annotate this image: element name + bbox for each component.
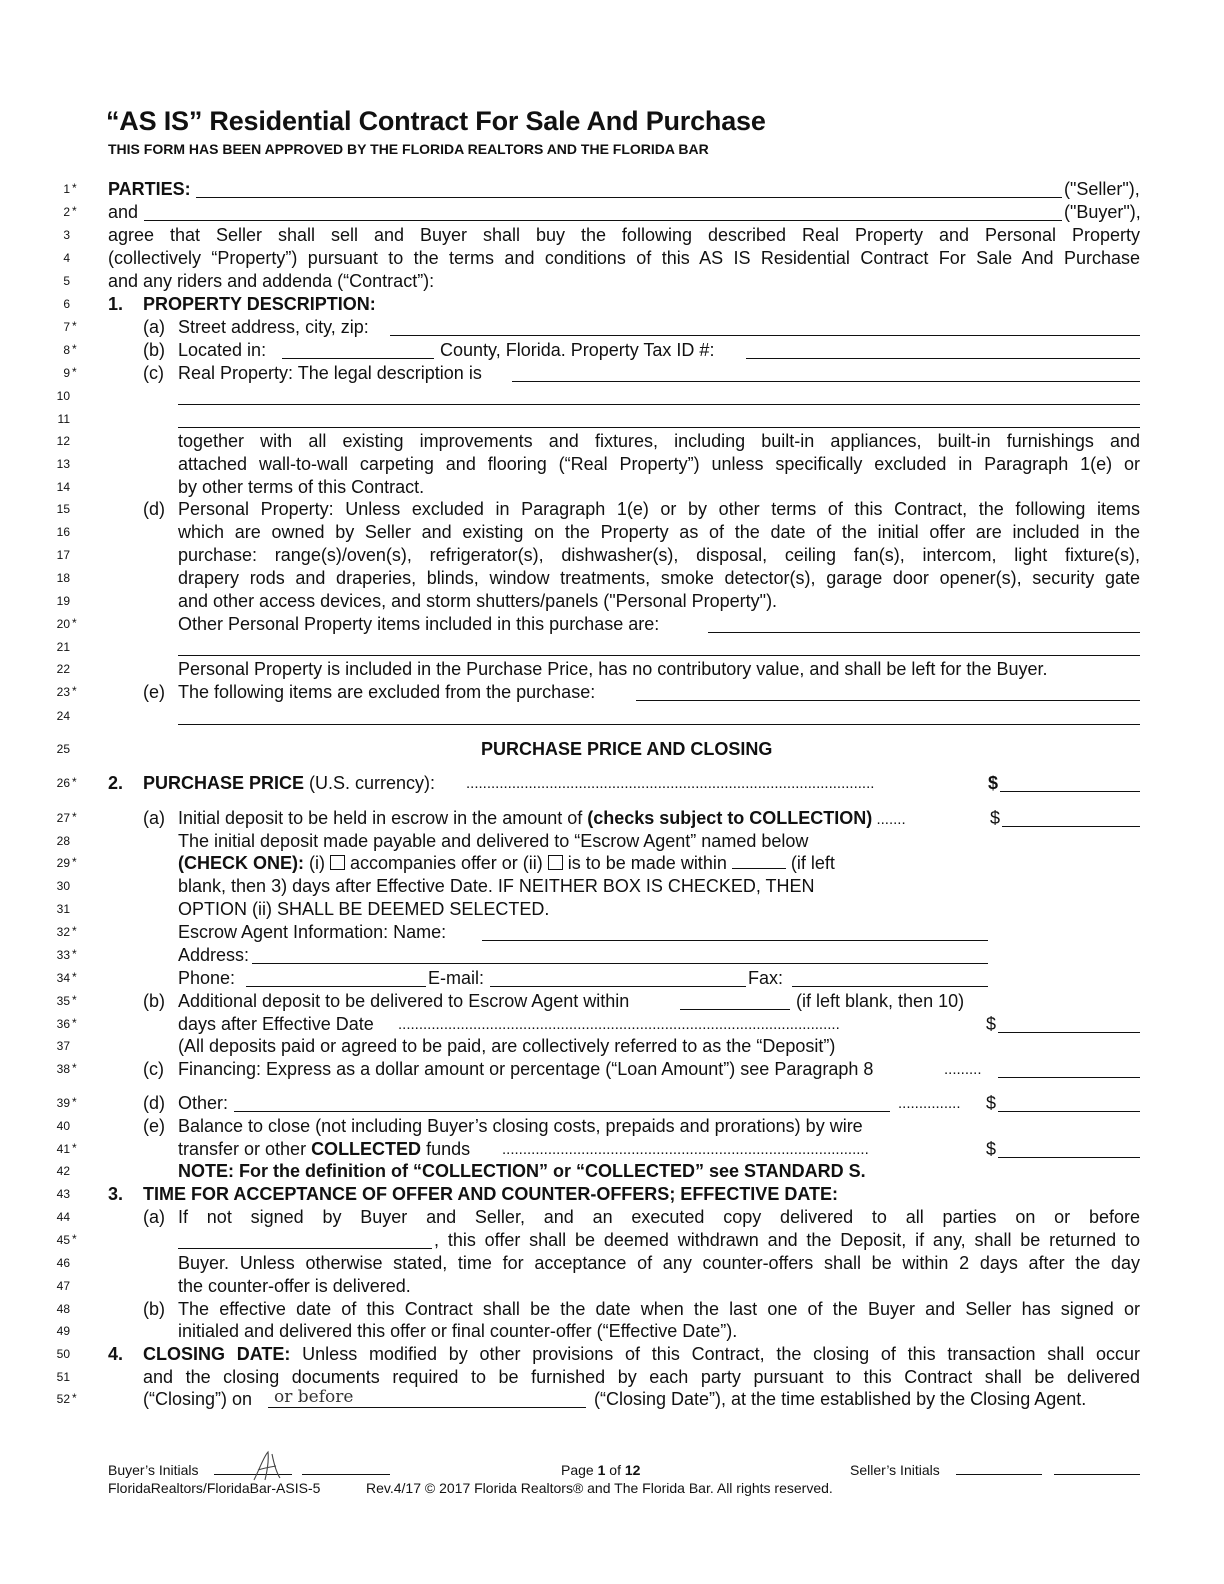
additional-deposit-days-field[interactable] xyxy=(680,991,790,1010)
line-37: 37 (All deposits paid or agreed to be paid, are collectively referred to as the “Deposit”) xyxy=(0,1035,1224,1058)
line-48: 48 (b) The effective date of this Contract shall be the date when the last one of the Buyer and Seller has signed or xyxy=(0,1298,1224,1321)
required-asterisk: * xyxy=(72,1232,77,1246)
required-asterisk: * xyxy=(72,342,77,356)
required-asterisk: * xyxy=(72,616,77,630)
line-20: 20 * Other Personal Property items included in this purchase are: xyxy=(0,613,1224,636)
other-personal-property-field[interactable] xyxy=(708,614,1140,633)
line-34: 34 * Phone: E-mail: Fax: xyxy=(0,967,1224,990)
line-number: 13 xyxy=(56,457,70,471)
line-12: 12 together with all existing improvements and fixtures, including built-in appliances, built-in furnishings and xyxy=(0,430,1224,453)
line-number: 17 xyxy=(56,548,70,562)
line-23: 23 * (e) The following items are excluded from the purchase: xyxy=(0,681,1224,704)
line-42: 42 NOTE: For the definition of “COLLECTION” or “COLLECTED” see STANDARD S. xyxy=(0,1160,1224,1183)
form-subtitle: THIS FORM HAS BEEN APPROVED BY THE FLORIDA REALTORS AND THE FLORIDA BAR xyxy=(108,141,709,157)
sellers-initials-label: Seller’s Initials xyxy=(850,1462,940,1478)
line-number: 52 xyxy=(56,1392,70,1406)
line-number: 25 xyxy=(56,742,70,756)
line-number: 29 xyxy=(56,856,70,870)
line-13: 13 attached wall-to-wall carpeting and flooring (“Real Property”) unless specifically excluded in Paragraph 1(e) or xyxy=(0,453,1224,476)
required-asterisk: * xyxy=(72,810,77,824)
line-16: 16 which are owned by Seller and existing on the Property as of the date of the initial offer are included in the xyxy=(0,521,1224,544)
buyers-initials-label: Buyer’s Initials xyxy=(108,1462,199,1478)
required-asterisk: * xyxy=(72,1141,77,1155)
buyer-initials-field-2[interactable] xyxy=(302,1460,390,1475)
line-number: 12 xyxy=(56,434,70,448)
line-number: 38 xyxy=(56,1062,70,1076)
line-31: 31 OPTION (ii) SHALL BE DEEMED SELECTED. xyxy=(0,898,1224,921)
checkbox-accompanies-offer[interactable] xyxy=(330,855,345,870)
required-asterisk: * xyxy=(72,993,77,1007)
line-7: 7 * (a) Street address, city, zip: xyxy=(0,316,1224,339)
line-26: 26 * 2. PURCHASE PRICE (U.S. currency): .................................................................................................. $ xyxy=(0,772,1224,795)
line-17: 17 purchase: range(s)/oven(s), refrigerator(s), dishwasher(s), disposal, ceiling fan(s), intercom, light fixture(s), xyxy=(0,544,1224,567)
line-number: 15 xyxy=(56,502,70,516)
line-19: 19 and other access devices, and storm shutters/panels ("Personal Property"). xyxy=(0,590,1224,613)
line-30: 30 blank, then 3) days after Effective Date. IF NEITHER BOX IS CHECKED, THEN xyxy=(0,875,1224,898)
line-46: 46 Buyer. Unless otherwise stated, time for acceptance of any counter-offers shall be within 2 days after the day xyxy=(0,1252,1224,1275)
line-22: 22 Personal Property is included in the Purchase Price, has no contributory value, and shall be left for the Buyer. xyxy=(0,658,1224,681)
purchase-price-field[interactable] xyxy=(1000,773,1140,792)
line-51: 51 and the closing documents required to be furnished by each party pursuant to this Contract shall be delivered xyxy=(0,1366,1224,1389)
line-number: 33 xyxy=(56,948,70,962)
line-27: 27 * (a) Initial deposit to be held in escrow in the amount of (checks subject to COLLECTION) ....... $ xyxy=(0,807,1224,830)
line-25 xyxy=(0,738,1224,761)
line-29: 29 * (CHECK ONE): (i) accompanies offer or (ii) is to be made within (if left xyxy=(0,852,1224,875)
line-24 xyxy=(0,705,1224,728)
line-32: 32 * Escrow Agent Information: Name: xyxy=(0,921,1224,944)
line-number: 35 xyxy=(56,994,70,1008)
line-number: 5 xyxy=(63,274,70,288)
legal-description-field[interactable] xyxy=(512,363,1140,382)
line-number: 45 xyxy=(56,1233,70,1247)
form-id: FloridaRealtors/FloridaBar-ASIS-5 xyxy=(108,1480,321,1496)
line-38: 38 * (c) Financing: Express as a dollar amount or percentage (“Loan Amount”) see Paragraph 8 ......... xyxy=(0,1058,1224,1081)
buyer-initials-signature xyxy=(250,1448,286,1484)
required-asterisk: * xyxy=(72,924,77,938)
buyer-name-field[interactable] xyxy=(144,202,1062,221)
line-44: 44 (a) If not signed by Buyer and Seller, and an executed copy delivered to all parties on or before xyxy=(0,1206,1224,1229)
required-asterisk: * xyxy=(72,684,77,698)
line-11 xyxy=(0,408,1224,431)
line-number: 9 xyxy=(63,366,70,380)
escrow-agent-phone-field[interactable] xyxy=(246,968,426,987)
line-number: 43 xyxy=(56,1187,70,1201)
section-heading: PROPERTY DESCRIPTION: xyxy=(143,294,376,314)
line-number: 14 xyxy=(56,480,70,494)
line-number: 16 xyxy=(56,525,70,539)
line-number: 6 xyxy=(63,297,70,311)
line-21 xyxy=(0,636,1224,659)
line-5: 5 and any riders and addenda (“Contract”): xyxy=(0,270,1224,293)
line-2: 2 * and ("Buyer"), xyxy=(0,201,1224,224)
line-number: 41 xyxy=(56,1142,70,1156)
line-18: 18 drapery rods and draperies, blinds, window treatments, smoke detector(s), garage door opener(s), security gate xyxy=(0,567,1224,590)
line-33: 33 * Address: xyxy=(0,944,1224,967)
line-number: 30 xyxy=(56,879,70,893)
financing-field[interactable] xyxy=(998,1059,1140,1078)
line-47: 47 the counter-offer is delivered. xyxy=(0,1275,1224,1298)
line-50: 50 4. CLOSING DATE: Unless modified by other provisions of this Contract, the closing of this transaction shall occur xyxy=(0,1343,1224,1366)
county-field[interactable] xyxy=(282,340,434,359)
page-indicator: Page 1 of 12 xyxy=(561,1462,641,1478)
line-40: 40 (e) Balance to close (not including Buyer’s closing costs, prepaids and prorations) by wire xyxy=(0,1115,1224,1138)
line-3: 3 agree that Seller shall sell and Buyer shall buy the following described Real Property and Personal Property xyxy=(0,224,1224,247)
line-number: 8 xyxy=(63,343,70,357)
other-personal-property-line-2[interactable] xyxy=(178,637,1140,656)
legal-description-line-2[interactable] xyxy=(178,386,1140,405)
line-number: 21 xyxy=(56,640,70,654)
line-number: 34 xyxy=(56,971,70,985)
line-number: 24 xyxy=(56,709,70,723)
line-number: 3 xyxy=(63,228,70,242)
other-description-field[interactable] xyxy=(234,1093,890,1112)
line-number: 48 xyxy=(56,1302,70,1316)
closing-date-handwritten: or before xyxy=(274,1387,354,1407)
line-number: 4 xyxy=(63,251,70,265)
required-asterisk: * xyxy=(72,365,77,379)
copyright: Rev.4/17 © 2017 Florida Realtors® and The Florida Bar. All rights reserved. xyxy=(366,1480,833,1496)
line-6: 6 1. PROPERTY DESCRIPTION: xyxy=(0,293,1224,316)
required-asterisk: * xyxy=(72,775,77,789)
seller-name-field[interactable] xyxy=(196,179,1062,198)
seller-initials-field-2[interactable] xyxy=(1054,1460,1140,1475)
line-number: 51 xyxy=(56,1370,70,1384)
legal-description-line-3[interactable] xyxy=(178,409,1140,428)
line-number: 39 xyxy=(56,1096,70,1110)
line-number: 11 xyxy=(57,412,70,426)
line-number: 1 xyxy=(63,182,70,196)
line-number: 31 xyxy=(56,902,70,916)
required-asterisk: * xyxy=(72,855,77,869)
escrow-agent-email-field[interactable] xyxy=(490,968,746,987)
line-49: 49 initialed and delivered this offer or final counter-offer (“Effective Date”). xyxy=(0,1320,1224,1343)
other-amount-field[interactable] xyxy=(998,1093,1140,1112)
line-number: 42 xyxy=(56,1164,70,1178)
line-45: 45 * , this offer shall be deemed withdrawn and the Deposit, if any, shall be returned to xyxy=(0,1229,1224,1252)
excluded-items-field[interactable] xyxy=(636,682,1140,701)
line-number: 44 xyxy=(56,1210,70,1224)
required-asterisk: * xyxy=(72,1095,77,1109)
line-number: 7 xyxy=(63,320,70,334)
line-number: 27 xyxy=(56,811,70,825)
checkbox-to-be-made-within[interactable] xyxy=(548,855,563,870)
seller-initials-field-1[interactable] xyxy=(956,1460,1042,1475)
required-asterisk: * xyxy=(72,1391,77,1405)
form-title: “AS IS” Residential Contract For Sale And Purchase xyxy=(106,106,766,136)
line-15: 15 (d) Personal Property: Unless excluded in Paragraph 1(e) or by other terms of this Contract, the following items xyxy=(0,498,1224,521)
tax-id-field[interactable] xyxy=(746,340,1140,359)
line-4: 4 (collectively “Property”) pursuant to the terms and conditions of this AS IS Residential Contract For Sale And Purchase xyxy=(0,247,1224,270)
line-number: 40 xyxy=(56,1119,70,1133)
line-39: 39 * (d) Other: ............... $ xyxy=(0,1092,1224,1115)
parties-label: PARTIES: xyxy=(108,179,191,199)
line-number: 36 xyxy=(56,1017,70,1031)
line-9: 9 * (c) Real Property: The legal description is xyxy=(0,362,1224,385)
line-43: 43 3. TIME FOR ACCEPTANCE OF OFFER AND COUNTER-OFFERS; EFFECTIVE DATE: xyxy=(0,1183,1224,1206)
excluded-items-line-2[interactable] xyxy=(178,706,1140,725)
required-asterisk: * xyxy=(72,1061,77,1075)
required-asterisk: * xyxy=(72,204,77,218)
required-asterisk: * xyxy=(72,181,77,195)
line-number: 22 xyxy=(56,662,70,676)
line-number: 50 xyxy=(56,1347,70,1361)
line-number: 32 xyxy=(56,925,70,939)
required-asterisk: * xyxy=(72,970,77,984)
line-number: 23 xyxy=(56,685,70,699)
street-address-field[interactable] xyxy=(390,317,1140,336)
line-10 xyxy=(0,385,1224,408)
line-number: 18 xyxy=(56,571,70,585)
line-number: 46 xyxy=(56,1256,70,1270)
escrow-agent-fax-field[interactable] xyxy=(792,968,988,987)
acceptance-deadline-field[interactable] xyxy=(178,1230,432,1249)
line-28: 28 The initial deposit made payable and delivered to “Escrow Agent” named below xyxy=(0,830,1224,853)
balance-to-close-field[interactable] xyxy=(998,1139,1140,1158)
line-number: 47 xyxy=(56,1279,70,1293)
line-41: 41 * transfer or other COLLECTED funds ........................................................................................ $ xyxy=(0,1138,1224,1161)
required-asterisk: * xyxy=(72,1016,77,1030)
line-number: 20 xyxy=(56,617,70,631)
line-number: 49 xyxy=(56,1324,70,1338)
line-number: 28 xyxy=(56,834,70,848)
line-14: 14 by other terms of this Contract. xyxy=(0,476,1224,499)
line-number: 37 xyxy=(56,1039,70,1053)
line-number: 19 xyxy=(56,594,70,608)
line-1: 1 * PARTIES: ("Seller"), xyxy=(0,178,1224,201)
required-asterisk: * xyxy=(72,947,77,961)
line-52: 52 * (“Closing”) on or before (“Closing Date”), at the time established by the Closing Agent. xyxy=(0,1388,1224,1411)
line-8: 8 * (b) Located in: County, Florida. Property Tax ID #: xyxy=(0,339,1224,362)
line-35: 35 * (b) Additional deposit to be delivered to Escrow Agent within (if left blank, then 10) xyxy=(0,990,1224,1013)
line-number: 2 xyxy=(63,205,70,219)
line-number: 26 xyxy=(56,776,70,790)
initial-deposit-field[interactable] xyxy=(1002,808,1140,827)
escrow-agent-address-field[interactable] xyxy=(252,945,988,964)
days-field[interactable] xyxy=(732,854,786,869)
escrow-agent-name-field[interactable] xyxy=(482,922,988,941)
line-36: 36 * days after Effective Date .......................................................................................................... $ xyxy=(0,1013,1224,1036)
additional-deposit-field[interactable] xyxy=(998,1014,1140,1033)
required-asterisk: * xyxy=(72,319,77,333)
section-heading-purchase: PURCHASE PRICE AND CLOSING xyxy=(481,739,773,759)
line-number: 10 xyxy=(56,389,70,403)
